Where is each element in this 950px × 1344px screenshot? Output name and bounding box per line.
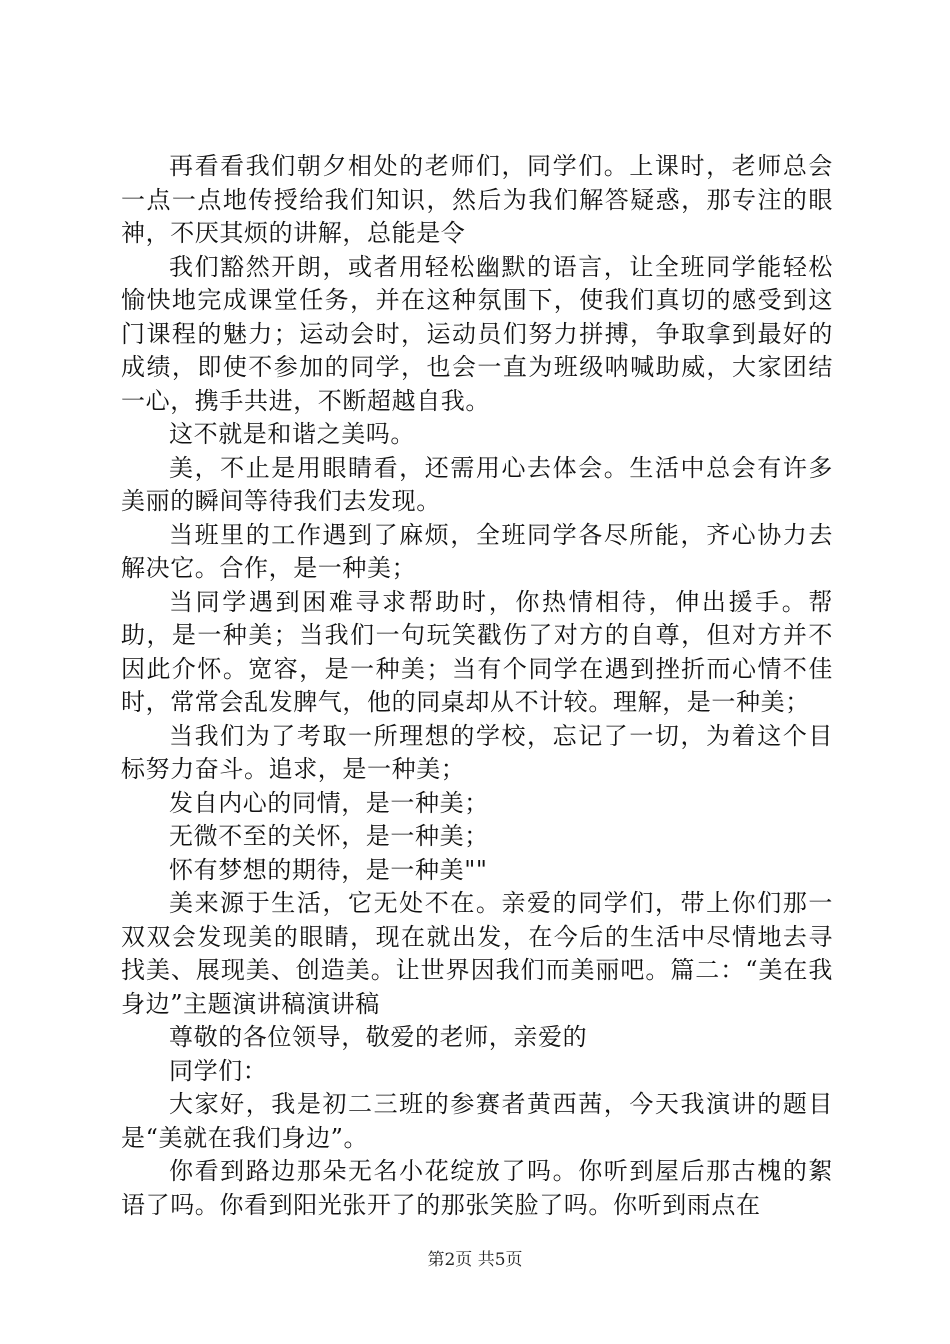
paragraph: 我们豁然开朗，或者用轻松幽默的语言，让全班同学能轻松愉快地完成课堂任务，并在这种氛围下，使我们真切的感受到这门课程的魅力；运动会时，运动员们努力拼搏，争取拿到最好的成绩，即使不参加的同学，也会一直为班级呐喊助威，大家团结一心，携手共进，不断超越自我。	[121, 252, 833, 415]
paragraph: 发自内心的同情，是一种美；	[169, 788, 489, 817]
paragraph: 当我们为了考取一所理想的学校，忘记了一切，为着这个目标努力奋斗。追求，是一种美；	[121, 721, 833, 783]
paragraph: 同学们：	[169, 1056, 268, 1085]
paragraph: 再看看我们朝夕相处的老师们，同学们。上课时，老师总会一点一点地传授给我们知识，然后为我们解答疑惑，那专注的眼神，不厌其烦的讲解，总能是令	[121, 152, 833, 247]
page-number-footer: 第2页 共5页	[427, 1250, 523, 1270]
paragraph: 这不就是和谐之美吗。	[169, 420, 415, 448]
paragraph: 你看到路边那朵无名小花绽放了吗。你听到屋后那古槐的絮语了吗。你看到阳光张开了的那张笑脸了吗。你听到雨点在	[121, 1157, 833, 1219]
paragraph: 美来源于生活，它无处不在。亲爱的同学们，带上你们那一双双会发现美的眼睛，现在就出发，在今后的生活中尽情地去寻找美、展现美、创造美。让世界因我们而美丽吧。篇二：“美在我身边”主题演讲稿演讲稿	[121, 889, 833, 1018]
paragraph: 大家好，我是初二三班的参赛者黄西茜，今天我演讲的题目是“美就在我们身边”。	[121, 1090, 833, 1152]
paragraph: 当同学遇到困难寻求帮助时，你热情相待，伸出援手。帮助，是一种美；当我们一句玩笑戳伤了对方的自尊，但对方并不因此介怀。宽容，是一种美；当有个同学在遇到挫折而心情不佳时，常常会乱发脾气，他的同桌却从不计较。理解，是一种美；	[121, 587, 833, 716]
paragraph: 美，不止是用眼睛看，还需用心去体会。生活中总会有许多美丽的瞬间等待我们去发现。	[121, 453, 833, 515]
paragraph: 怀有梦想的期待，是一种美""	[169, 855, 488, 884]
page-content	[121, 150, 833, 1222]
paragraph: 无微不至的关怀，是一种美；	[169, 822, 489, 850]
paragraph: 当班里的工作遇到了麻烦，全班同学各尽所能，齐心协力去解决它。合作，是一种美；	[121, 520, 833, 582]
paragraph: 尊敬的各位领导，敬爱的老师，亲爱的	[169, 1023, 588, 1051]
